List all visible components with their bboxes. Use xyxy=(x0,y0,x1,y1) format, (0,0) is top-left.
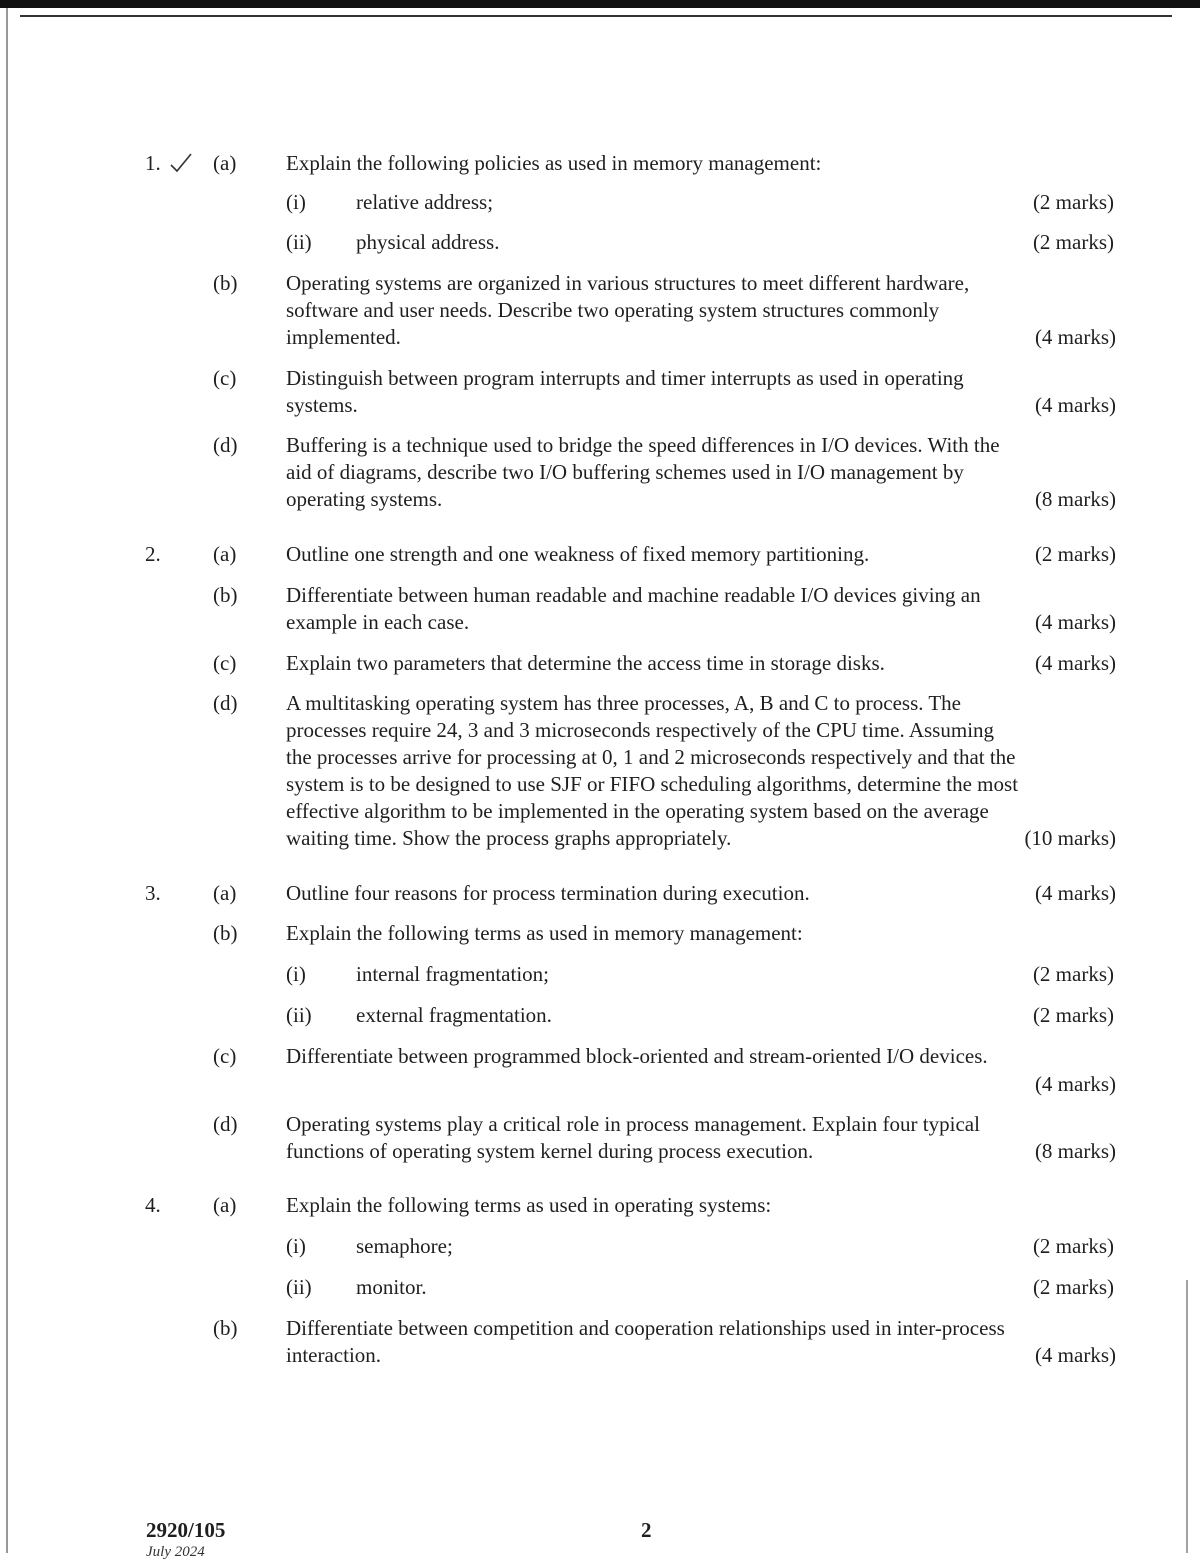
q1-part-c-line-2: systems. xyxy=(286,393,358,417)
q3-b-subpart-i-text: internal fragmentation; xyxy=(356,962,550,986)
q1-part-d-line-2: aid of diagrams, describe two I/O buffering schemes used in I/O management by xyxy=(286,460,964,484)
q2-part-a-marks: (2 marks) xyxy=(1034,542,1116,566)
q2-part-d-label: (d) xyxy=(213,691,238,715)
q1-part-b-line-2: software and user needs. Describe two operating system structures commonly xyxy=(286,298,940,322)
q1-part-d-line-1: Buffering is a technique used to bridge the speed differences in I/O devices. With the xyxy=(286,433,1000,457)
q2-part-b-marks: (4 marks) xyxy=(1034,610,1116,634)
q1-part-b-line-1: Operating systems are organized in various structures to meet different hardware, xyxy=(286,271,970,295)
q3-part-c-marks: (4 marks) xyxy=(1034,1072,1116,1096)
q3-b-subpart-i-marks: (2 marks) xyxy=(1032,962,1114,986)
q1-part-d-line-3: operating systems. xyxy=(286,487,443,511)
q1-a-subpart-i-text: relative address; xyxy=(356,190,494,214)
scan-left-edge xyxy=(6,8,8,1553)
q1-part-c-marks: (4 marks) xyxy=(1034,393,1116,417)
question-number-1: 1. xyxy=(145,151,161,175)
q4-a-subpart-ii-text: monitor. xyxy=(356,1275,427,1299)
q3-b-subpart-ii-text: external fragmentation. xyxy=(356,1003,552,1027)
q2-part-d-line-6: waiting time. Show the process graphs appropriately. xyxy=(286,826,732,850)
q3-part-a-line-1: Outline four reasons for process termination during execution. xyxy=(286,881,810,905)
q4-part-b-line-1: Differentiate between competition and cooperation relationships used in inter-process xyxy=(286,1316,1005,1340)
q3-part-a-marks: (4 marks) xyxy=(1034,881,1116,905)
q4-part-b-marks: (4 marks) xyxy=(1034,1343,1116,1367)
q1-part-a-text: Explain the following policies as used in memory management: xyxy=(286,151,822,175)
q1-part-c-line-1: Distinguish between program interrupts and timer interrupts as used in operating xyxy=(286,366,964,390)
q3-part-d-line-1: Operating systems play a critical role in process management. Explain four typical xyxy=(286,1112,980,1136)
q2-part-a-line-1: Outline one strength and one weakness of fixed memory partitioning. xyxy=(286,542,870,566)
paper-code: 2920/105 xyxy=(146,1518,226,1542)
q4-a-subpart-i-text: semaphore; xyxy=(356,1234,453,1258)
q2-part-d-marks: (10 marks) xyxy=(1024,826,1116,850)
q1-part-d-marks: (8 marks) xyxy=(1034,487,1116,511)
q3-b-subpart-ii-marks: (2 marks) xyxy=(1032,1003,1114,1027)
q4-part-a-label: (a) xyxy=(213,1193,237,1217)
q4-part-a-text: Explain the following terms as used in operating systems: xyxy=(286,1193,772,1217)
tick-mark-icon xyxy=(168,150,194,176)
q2-part-d-line-3: the processes arrive for processing at 0, 1 and 2 microseconds respectively and that the xyxy=(286,745,1016,769)
q2-part-d-line-2: processes require 24, 3 and 3 microseconds respectively of the CPU time. Assuming xyxy=(286,718,995,742)
question-number-2: 2. xyxy=(145,542,161,566)
q1-part-d-label: (d) xyxy=(213,433,238,457)
q4-part-b-line-2: interaction. xyxy=(286,1343,382,1367)
exam-date-cut-off: July 2024 xyxy=(146,1544,205,1560)
q3-part-c-label: (c) xyxy=(213,1044,237,1068)
q2-part-d-line-4: system is to be designed to use SJF or FIFO scheduling algorithms, determine the most xyxy=(286,772,1019,796)
q3-part-a-label: (a) xyxy=(213,881,237,905)
q2-part-d-line-1: A multitasking operating system has three processes, A, B and C to process. The xyxy=(286,691,962,715)
q2-part-a-label: (a) xyxy=(213,542,237,566)
q4-a-subpart-i-label: (i) xyxy=(286,1234,306,1258)
q3-b-subpart-i-label: (i) xyxy=(286,962,306,986)
q3-part-d-line-2: functions of operating system kernel during process execution. xyxy=(286,1139,814,1163)
scan-right-edge xyxy=(1186,1280,1188,1553)
q1-a-subpart-ii-marks: (2 marks) xyxy=(1032,230,1114,254)
q3-part-b-label: (b) xyxy=(213,921,238,945)
q4-a-subpart-ii-label: (ii) xyxy=(286,1275,312,1299)
scan-top-rule xyxy=(20,15,1172,17)
q4-part-b-label: (b) xyxy=(213,1316,238,1340)
q2-part-d-line-5: effective algorithm to be implemented in the operating system based on the average xyxy=(286,799,989,823)
q3-part-c-line-1: Differentiate between programmed block-oriented and stream-oriented I/O devices. xyxy=(286,1044,988,1068)
question-number-3: 3. xyxy=(145,881,161,905)
q1-a-subpart-i-label: (i) xyxy=(286,190,306,214)
q2-part-c-marks: (4 marks) xyxy=(1034,651,1116,675)
q2-part-c-label: (c) xyxy=(213,651,237,675)
page-number: 2 xyxy=(641,1518,652,1542)
q4-a-subpart-ii-marks: (2 marks) xyxy=(1032,1275,1114,1299)
q1-a-subpart-ii-text: physical address. xyxy=(356,230,500,254)
q1-part-b-line-3: implemented. xyxy=(286,325,401,349)
q1-a-subpart-i-marks: (2 marks) xyxy=(1032,190,1114,214)
q1-a-subpart-ii-label: (ii) xyxy=(286,230,312,254)
q3-part-d-label: (d) xyxy=(213,1112,238,1136)
q3-b-subpart-ii-label: (ii) xyxy=(286,1003,312,1027)
q1-part-c-label: (c) xyxy=(213,366,237,390)
question-number-4: 4. xyxy=(145,1193,161,1217)
q1-part-b-marks: (4 marks) xyxy=(1034,325,1116,349)
q3-part-b-text: Explain the following terms as used in memory management: xyxy=(286,921,803,945)
q1-part-b-label: (b) xyxy=(213,271,238,295)
q4-a-subpart-i-marks: (2 marks) xyxy=(1032,1234,1114,1258)
q3-part-d-marks: (8 marks) xyxy=(1034,1139,1116,1163)
q1-part-a-label: (a) xyxy=(213,151,237,175)
scan-top-border xyxy=(0,0,1200,8)
q2-part-c-line-1: Explain two parameters that determine the access time in storage disks. xyxy=(286,651,885,675)
q2-part-b-line-1: Differentiate between human readable and machine readable I/O devices giving an xyxy=(286,583,981,607)
q2-part-b-line-2: example in each case. xyxy=(286,610,470,634)
q2-part-b-label: (b) xyxy=(213,583,238,607)
